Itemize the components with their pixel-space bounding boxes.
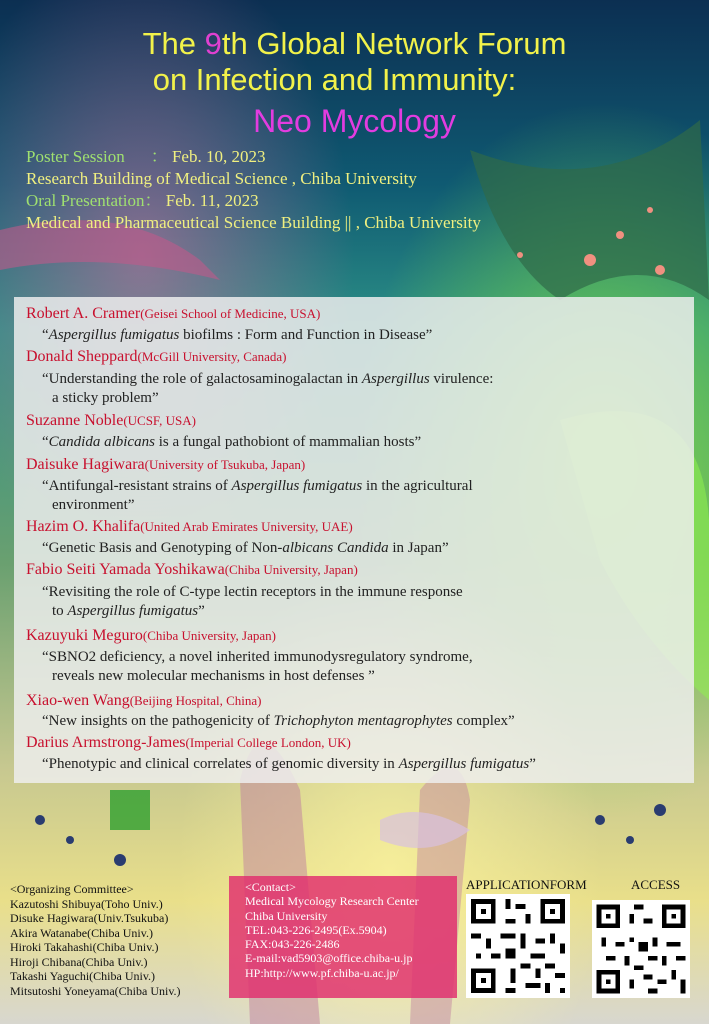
- organizing-committee: [10, 882, 181, 998]
- access-qr-code[interactable]: [592, 900, 690, 998]
- talk-title-cont: environment”: [52, 497, 135, 513]
- talk-title-cont: reveals new molecular mechanisms in host defenses ”: [52, 668, 375, 684]
- speaker-entry: Fabio Seiti Yamada Yoshikawa(Chiba University, Japan): [26, 561, 358, 578]
- speaker-entry: Hazim O. Khalifa(United Arab Emirates University, UAE): [26, 518, 353, 535]
- committee-member: Takashi Yaguchi(Chiba Univ.): [10, 969, 156, 983]
- forum-subtitle: Neo Mycology: [253, 103, 456, 139]
- talk-title: “Phenotypic and clinical correlates of genomic diversity in Aspergillus fumigatus”: [42, 756, 536, 772]
- committee-heading: <Organizing Committee>: [10, 882, 134, 896]
- talk-title: “Genetic Basis and Genotyping of Non-albicans Candida in Japan”: [42, 540, 449, 556]
- contact-fax: FAX:043-226-2486: [245, 937, 340, 952]
- speaker-entry: Darius Armstrong-James(Imperial College London, UK): [26, 734, 351, 751]
- contact-heading: <Contact>: [245, 880, 296, 894]
- speaker-entry: Suzanne Noble(UCSF, USA): [26, 412, 196, 429]
- contact-line: Chiba University: [245, 908, 328, 923]
- speaker-entry: Donald Sheppard(McGill University, Canada): [26, 348, 287, 365]
- committee-member: Mitsutoshi Yoneyama(Chiba Univ.): [10, 983, 181, 998]
- poster-venue: Research Building of Medical Science , Chiba University: [26, 169, 417, 188]
- committee-member: Hiroki Takahashi(Chiba Univ.): [10, 940, 159, 954]
- oral-venue: Medical and Pharmaceutical Science Building || , Chiba University: [26, 213, 481, 232]
- committee-member: Kazutoshi Shibuya(Toho Univ.): [10, 896, 163, 911]
- poster-session-line: Poster Session ： Feb. 10, 2023: [26, 147, 266, 166]
- contact-homepage-link[interactable]: HP:http://www.pf.chiba-u.ac.jp/: [245, 965, 399, 980]
- oral-presentation-line: Oral Presentation： Feb. 11, 2023: [26, 191, 259, 210]
- forum-title-line2: on Infection and Immunity:: [152, 62, 517, 97]
- application-form-qr-code[interactable]: [466, 894, 570, 998]
- access-label: ACCESS: [631, 877, 681, 892]
- talk-title: “Aspergillus fumigatus biofilms : Form and Function in Disease”: [42, 327, 433, 343]
- talk-title: “Understanding the role of galactosaminogalactan in Aspergillus virulence:: [42, 371, 494, 387]
- contact-line: Medical Mycology Research Center: [245, 894, 419, 909]
- talk-title-cont: to Aspergillus fumigatus”: [52, 603, 205, 619]
- talk-title: “SBNO2 deficiency, a novel inherited immunodysregulatory syndrome,: [42, 649, 473, 665]
- talk-title: “Antifungal-resistant strains of Aspergillus fumigatus in the agricultural: [42, 478, 473, 494]
- talk-title-cont: a sticky problem”: [52, 390, 159, 406]
- committee-member: Disuke Hagiwara(Univ.Tsukuba): [10, 911, 169, 925]
- forum-title-line1: The 9th Global Network Forum: [142, 26, 567, 61]
- contact-email-link[interactable]: E-mail:vad5903@office.chiba-u.jp: [245, 951, 413, 966]
- talk-title: “Candida albicans is a fungal pathobiont of mammalian hosts”: [42, 434, 422, 450]
- speaker-entry: Xiao-wen Wang(Beijing Hospital, China): [26, 692, 262, 709]
- talk-title: “New insights on the pathogenicity of Trichophyton mentagrophytes complex”: [42, 713, 515, 729]
- speaker-entry: Robert A. Cramer(Geisei School of Medicine, USA): [26, 305, 321, 322]
- talk-title: “Revisiting the role of C-type lectin receptors in the immune response: [42, 584, 463, 600]
- contact-phone: TEL:043-226-2495(Ex.5904): [245, 922, 387, 937]
- committee-member: Hiroji Chibana(Chiba Univ.): [10, 954, 148, 969]
- contact-box: [229, 876, 457, 998]
- committee-member: Akira Watanabe(Chiba Univ.): [10, 925, 153, 940]
- speaker-entry: Kazuyuki Meguro(Chiba University, Japan): [26, 627, 276, 644]
- speaker-entry: Daisuke Hagiwara(University of Tsukuba, Japan): [26, 456, 306, 473]
- application-form-label: APPLICATIONFORM: [466, 877, 587, 892]
